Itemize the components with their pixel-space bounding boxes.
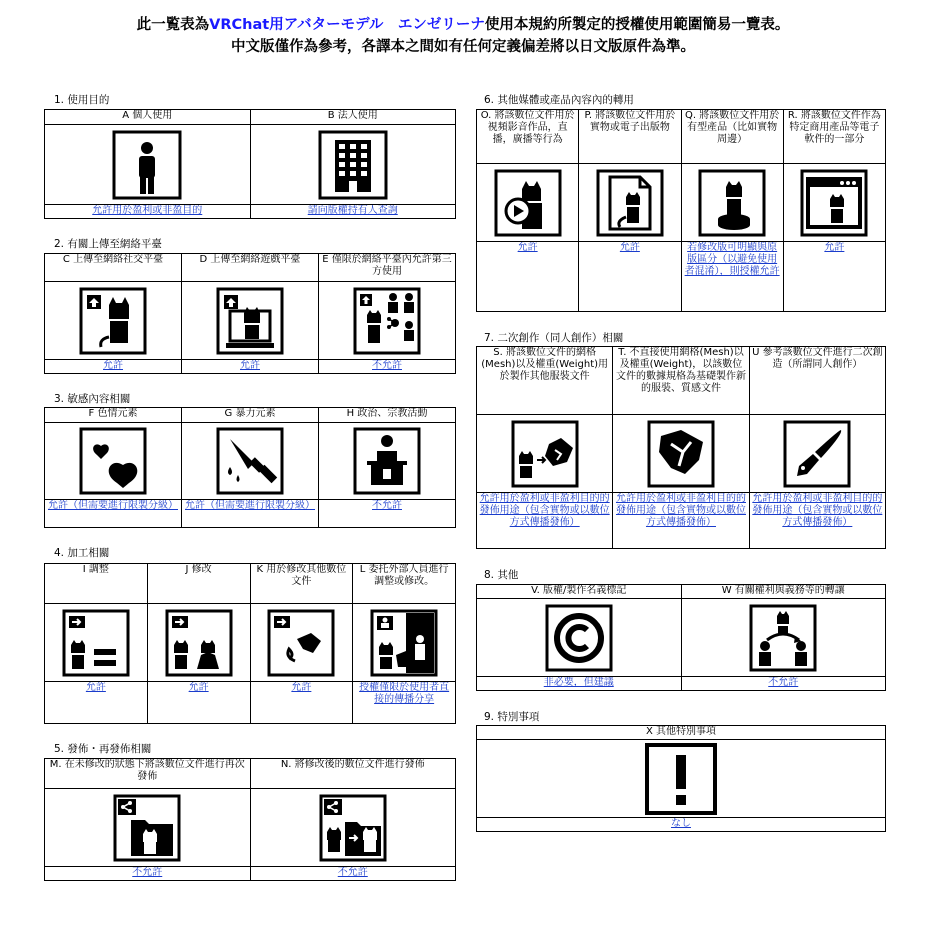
section-3-title: 3. 敏感內容相關 xyxy=(54,393,131,405)
s8-col-w: W 有關權利與義務等的轉讓 xyxy=(681,585,886,599)
s6-col-o: O. 將該數位文件用於視頻影音作品，直播，廣播等行為 xyxy=(477,110,579,164)
section-8-title: 8. 其他 xyxy=(484,569,519,581)
s6-result-o: 允許 xyxy=(477,242,579,312)
s2-col-d: D 上傳至網絡遊戲平臺 xyxy=(182,254,319,282)
s1-col-b: B 法人使用 xyxy=(250,110,456,125)
s7-col-u: U 參考該數位文件進行二次創造（所謂同人創作） xyxy=(749,347,885,415)
section-4-table xyxy=(44,563,456,724)
s6-col-r: R. 將該數位文件作為特定商用產品等電子軟件的一部分 xyxy=(783,110,885,164)
modify-icon xyxy=(147,604,250,682)
section-5-title: 5. 發佈・再發佈相關 xyxy=(54,743,152,755)
s4-result-j: 允許 xyxy=(147,682,250,724)
pen-icon xyxy=(749,415,885,493)
header-line-1-post: 使用本規約所製定的授權使用範圍簡易一覽表。 xyxy=(484,17,790,33)
s6-col-q: Q. 將該數位文件用於有型產品（比如實物周邊） xyxy=(681,110,783,164)
s5-col-m: M. 在未修改的狀態下將該數位文件進行再次發佈 xyxy=(45,759,251,789)
section-1-title: 1. 使用目的 xyxy=(54,94,110,106)
s2-result-d: 允許 xyxy=(182,360,319,374)
section-9-table xyxy=(476,725,886,832)
section-2-table xyxy=(44,253,456,374)
podium-icon xyxy=(319,423,456,500)
s6-result-p: 允許 xyxy=(579,242,681,312)
s3-result-g: 允許（但需要進行限製分級） xyxy=(182,500,319,528)
header-line-1-pre: 此一覧表為 xyxy=(136,17,210,33)
header-line-2: 中文版僅作為參考，各譯本之間如有任何定義偏差將以日文版原件為準。 xyxy=(231,39,695,55)
outsource-icon xyxy=(353,604,456,682)
header-line-1 xyxy=(0,14,926,36)
section-7-title: 7. 二次創作（同人創作）相關 xyxy=(484,332,624,344)
section-6-title: 6. 其他媒體或產品內容內的轉用 xyxy=(484,94,634,106)
building-icon xyxy=(250,125,456,205)
s6-result-r: 允許 xyxy=(783,242,885,312)
knife-icon xyxy=(182,423,319,500)
upload-social-icon xyxy=(45,282,182,360)
section-2-title: 2. 有關上傳至網絡平臺 xyxy=(54,238,162,250)
third-party-share-icon xyxy=(319,282,456,360)
s3-col-h: H 政治、宗教活動 xyxy=(319,408,456,423)
s7-result-t: 允許用於盈利或非盈利目的的發佈用途（包含實物或以數位方式傳播發佈） xyxy=(613,493,749,549)
s3-result-h: 不允許 xyxy=(319,500,456,528)
s6-col-p: P. 將該數位文件用於實物或電子出版物 xyxy=(579,110,681,164)
s8-result-v: 非必要，但建議 xyxy=(477,677,682,691)
section-9-title: 9. 特別事項 xyxy=(484,711,540,723)
section-4-title: 4. 加工相關 xyxy=(54,547,110,559)
page-header xyxy=(0,14,926,58)
s7-col-s: S. 將該數位文件的網格(Mesh)以及權重(Weight)用於製作其他服裝文件 xyxy=(477,347,613,415)
s5-col-n: N. 將修改後的數位文件進行發佈 xyxy=(250,759,456,789)
redistribute-icon xyxy=(45,789,251,867)
s4-result-l: 授權僅限於使用者直接的傳播分享 xyxy=(353,682,456,724)
upload-game-icon xyxy=(182,282,319,360)
s3-result-f: 允許（但需要進行限製分級） xyxy=(45,500,182,528)
s7-col-t: T. 不直接使用網格(Mesh)以及權重(Weight)，以該數位文件的數據規格為基礎製作新的服裝、質感文件 xyxy=(613,347,749,415)
redistribute-modified-icon xyxy=(250,789,456,867)
publication-icon xyxy=(579,164,681,242)
person-icon xyxy=(45,125,251,205)
section-1-table xyxy=(44,109,456,219)
transfer-icon xyxy=(681,599,886,677)
hearts-icon xyxy=(45,423,182,500)
s1-result-b: 請向版權持有人查詢 xyxy=(250,205,456,219)
software-icon xyxy=(783,164,885,242)
s2-col-e: E 僅限於網絡平臺內允許第三方使用 xyxy=(319,254,456,282)
s3-col-f: F 色情元素 xyxy=(45,408,182,423)
section-8-table xyxy=(476,584,886,691)
exclamation-icon xyxy=(477,740,886,818)
s2-result-e: 不允許 xyxy=(319,360,456,374)
header-line-1-product: VRChat用アバターモデル エンゼリーナ xyxy=(209,17,485,33)
s7-result-s: 允許用於盈利或非盈利目的的發佈用途（包含實物或以數位方式傳播發佈） xyxy=(477,493,613,549)
s2-col-c: C 上傳至網絡社交平臺 xyxy=(45,254,182,282)
section-6-table xyxy=(476,109,886,312)
derivative-new-icon xyxy=(613,415,749,493)
copyright-icon xyxy=(477,599,682,677)
s4-result-i: 允許 xyxy=(45,682,148,724)
figure-icon xyxy=(681,164,783,242)
s4-col-i: I 調整 xyxy=(45,564,148,604)
s1-col-a: A 個人使用 xyxy=(45,110,251,125)
section-3-table xyxy=(44,407,456,528)
s4-result-k: 允許 xyxy=(250,682,353,724)
derivative-mesh-icon xyxy=(477,415,613,493)
section-7-table xyxy=(476,346,886,549)
modify-other-icon xyxy=(250,604,353,682)
s5-result-m: 不允許 xyxy=(45,867,251,881)
s3-col-g: G 暴力元素 xyxy=(182,408,319,423)
video-icon xyxy=(477,164,579,242)
s2-result-c: 允許 xyxy=(45,360,182,374)
s4-col-l: L 委托外部人員進行調整或修改。 xyxy=(353,564,456,604)
section-5-table xyxy=(44,758,456,881)
adjust-icon xyxy=(45,604,148,682)
s7-result-u: 允許用於盈利或非盈利目的的發佈用途（包含實物或以數位方式傳播發佈） xyxy=(749,493,885,549)
s9-col-x: X 其他特別事項 xyxy=(477,726,886,740)
s4-col-k: K 用於修改其他數位文件 xyxy=(250,564,353,604)
s6-result-q: 若修改版可明顯與原版區分（以避免使用者混淆），則授權允許 xyxy=(681,242,783,312)
s9-result-x: なし xyxy=(477,818,886,832)
s8-result-w: 不允許 xyxy=(681,677,886,691)
s5-result-n: 不允許 xyxy=(250,867,456,881)
s4-col-j: J 修改 xyxy=(147,564,250,604)
s8-col-v: V. 版權/製作名義標記 xyxy=(477,585,682,599)
s1-result-a: 允許用於盈利或非盈目的 xyxy=(45,205,251,219)
